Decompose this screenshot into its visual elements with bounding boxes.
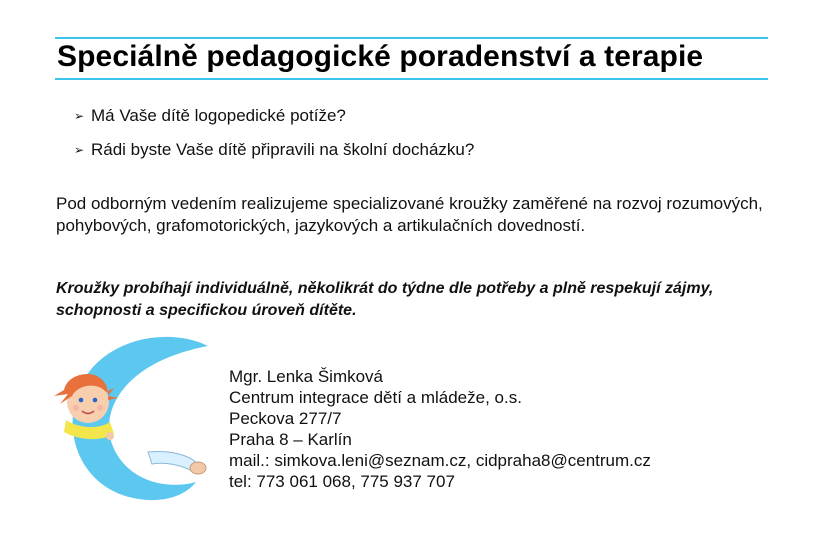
eye-icon — [79, 398, 84, 403]
question-text: Má Vaše dítě logopedické potíže? — [91, 106, 346, 125]
contact-street: Peckova 277/7 — [229, 409, 342, 428]
moon-child-illustration — [48, 332, 218, 507]
contact-mail: mail.: simkova.leni@seznam.cz, cidpraha8@centrum.cz — [229, 451, 651, 470]
contact-organization: Centrum integrace dětí a mládeže, o.s. — [229, 388, 522, 407]
cheek-icon — [73, 405, 79, 411]
question-list — [74, 104, 474, 172]
title-bottom-rule — [55, 78, 768, 80]
emphasis-paragraph: Kroužky probíhají individuálně, několikrát do týdne dle potřeby a plně respekují zájmy, schopnosti a specifickou úroveň dítěte. — [56, 280, 714, 319]
question-text: Rádi byste Vaše dítě připravili na školní docházku? — [91, 140, 475, 159]
arrow-bullet-icon: ➢ — [74, 143, 85, 157]
description-paragraph: Pod odborným vedením realizujeme specializované kroužky zaměřené na rozvoj rozumových, pohybových, grafomotorických, jazykových a artikulačních dovedností. — [56, 194, 763, 235]
contact-city: Praha 8 – Karlín — [229, 430, 352, 449]
contact-block — [229, 366, 651, 492]
eye-icon — [93, 398, 98, 403]
child-foot-icon — [190, 462, 206, 474]
cheek-icon — [97, 405, 103, 411]
arrow-bullet-icon: ➢ — [74, 109, 85, 123]
list-item — [74, 138, 474, 162]
title-top-rule — [55, 37, 768, 39]
page-title: Speciálně pedagogické poradenství a terapie — [57, 40, 704, 73]
contact-name: Mgr. Lenka Šimková — [229, 367, 384, 386]
list-item — [74, 104, 474, 128]
contact-phone: tel: 773 061 068, 775 937 707 — [229, 472, 455, 491]
hand-icon — [106, 432, 114, 440]
